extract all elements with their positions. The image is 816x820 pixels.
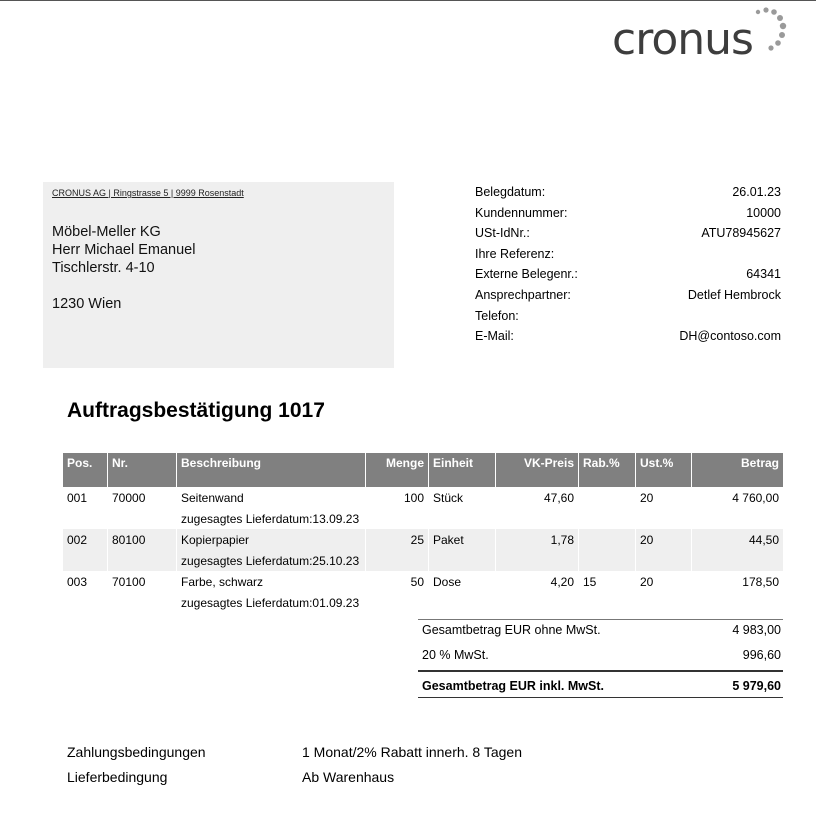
col-header-nr: Nr. xyxy=(108,453,177,487)
info-label: Ansprechpartner: xyxy=(475,287,571,302)
info-label: E-Mail: xyxy=(475,329,514,344)
total-gross-row xyxy=(418,670,783,698)
info-row-email xyxy=(475,326,781,347)
cell-discount xyxy=(579,529,636,571)
delivery-terms-label: Lieferbedingung xyxy=(67,769,168,785)
table-body xyxy=(63,487,783,613)
cell-unit-price: 47,60 xyxy=(496,487,579,529)
cell-unit: Dose xyxy=(429,571,496,613)
col-header-unit: Einheit xyxy=(429,453,496,487)
total-gross-label: Gesamtbetrag EUR inkl. MwSt. xyxy=(422,679,604,693)
table-header xyxy=(63,453,783,487)
cell-amount: 178,50 xyxy=(742,575,779,589)
cell-nr: 70100 xyxy=(108,571,177,613)
item-delivery-date: zugesagtes Lieferdatum:13.09.23 xyxy=(181,512,360,526)
recipient-street: Tischlerstr. 4-10 xyxy=(52,260,155,276)
cell-pos: 001 xyxy=(63,487,108,529)
cell-vat: 20 xyxy=(636,529,692,571)
total-vat-label: 20 % MwSt. xyxy=(422,648,489,662)
sender-line: CRONUS AG | Ringstrasse 5 | 9999 Rosenstadt xyxy=(52,188,244,198)
cell-pos: 002 xyxy=(63,529,108,571)
info-row-contact-person xyxy=(475,285,781,306)
table-row xyxy=(63,571,783,613)
payment-terms-row xyxy=(67,741,667,766)
total-vat-row xyxy=(418,645,783,670)
info-label: Belegdatum: xyxy=(475,185,546,199)
item-description: Farbe, schwarz xyxy=(181,575,264,589)
info-row-vat-id xyxy=(475,223,781,244)
cell-unit-price: 1,78 xyxy=(496,529,579,571)
info-value: ATU78945627 xyxy=(701,226,781,241)
document-title: Auftragsbestätigung 1017 xyxy=(67,399,325,422)
info-value: Detlef Hembrock xyxy=(687,287,781,302)
col-header-amount: Betrag xyxy=(740,456,779,470)
recipient-company: Möbel-Meller KG xyxy=(52,224,161,240)
total-vat-value: 996,60 xyxy=(742,648,781,662)
total-net-row xyxy=(418,619,783,645)
recipient-city: 1230 Wien xyxy=(52,296,122,312)
logo-wordmark: cronus xyxy=(612,14,753,65)
recipient-address xyxy=(52,223,195,313)
address-block xyxy=(43,182,394,368)
cell-description xyxy=(177,529,366,571)
total-net-value: 4 983,00 xyxy=(732,623,781,637)
info-label: Externe Belegenr.: xyxy=(475,267,578,282)
info-row-date xyxy=(475,182,781,203)
cell-description xyxy=(177,487,366,529)
cell-quantity: 25 xyxy=(366,529,429,571)
cell-vat: 20 xyxy=(636,487,692,529)
cell-unit: Paket xyxy=(429,529,496,571)
table-row xyxy=(63,529,783,571)
cell-vat: 20 xyxy=(636,571,692,613)
info-value: 10000 xyxy=(746,205,781,220)
cell-pos: 003 xyxy=(63,571,108,613)
payment-terms-label: Zahlungsbedingungen xyxy=(67,744,206,760)
info-row-external-doc-no xyxy=(475,264,781,285)
info-row-phone xyxy=(475,306,781,327)
col-header-description: Beschreibung xyxy=(177,453,366,487)
total-gross-value: 5 979,60 xyxy=(732,679,781,693)
delivery-terms-row xyxy=(67,766,667,791)
info-label: Ihre Referenz: xyxy=(475,246,555,261)
info-label: Kundennummer: xyxy=(475,205,568,220)
info-value: 26.01.23 xyxy=(732,185,781,199)
item-delivery-date: zugesagtes Lieferdatum:25.10.23 xyxy=(181,554,360,568)
info-label: Telefon: xyxy=(475,308,519,323)
recipient-contact: Herr Michael Emanuel xyxy=(52,242,196,258)
cell-discount: 15 xyxy=(579,571,636,613)
col-header-vat: Ust.% xyxy=(636,453,692,487)
item-description: Seitenwand xyxy=(181,491,244,505)
info-value: DH@contoso.com xyxy=(679,329,781,344)
info-value: 64341 xyxy=(746,267,781,282)
logo-dots-icon xyxy=(752,6,796,60)
info-row-reference xyxy=(475,244,781,265)
cell-unit-price: 4,20 xyxy=(496,571,579,613)
cell-description xyxy=(177,571,366,613)
info-row-customer-no xyxy=(475,203,781,224)
cell-quantity: 100 xyxy=(366,487,429,529)
col-header-unit-price: VK-Preis xyxy=(496,453,579,487)
cell-amount: 44,50 xyxy=(748,533,779,547)
terms-block xyxy=(67,741,667,791)
table-row xyxy=(63,487,783,529)
col-header-discount: Rab.% xyxy=(579,453,636,487)
cell-amount: 4 760,00 xyxy=(732,491,779,505)
cell-nr: 80100 xyxy=(108,529,177,571)
cell-discount xyxy=(579,487,636,529)
totals-block xyxy=(418,619,783,698)
cell-unit: Stück xyxy=(429,487,496,529)
cronus-logo xyxy=(612,6,792,66)
col-header-pos: Pos. xyxy=(63,453,108,487)
col-header-quantity: Menge xyxy=(366,453,429,487)
item-delivery-date: zugesagtes Lieferdatum:01.09.23 xyxy=(181,596,360,610)
payment-terms-value: 1 Monat/2% Rabatt innerh. 8 Tagen xyxy=(302,744,523,760)
info-label: USt-IdNr.: xyxy=(475,226,530,241)
cell-nr: 70000 xyxy=(108,487,177,529)
document-info xyxy=(475,182,781,347)
total-net-label: Gesamtbetrag EUR ohne MwSt. xyxy=(422,623,601,637)
cell-quantity: 50 xyxy=(366,571,429,613)
item-description: Kopierpapier xyxy=(181,533,250,547)
delivery-terms-value: Ab Warenhaus xyxy=(302,769,395,785)
top-border-line xyxy=(0,0,816,1)
